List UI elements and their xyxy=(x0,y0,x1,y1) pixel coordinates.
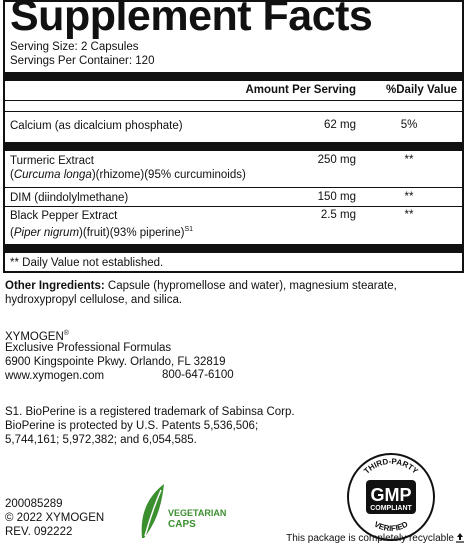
gmp-big-text: GMP xyxy=(370,485,412,505)
nutrient-detail: )(fruit)(93% piperine) xyxy=(79,226,185,239)
nutrient-detail: )(rhizome)(95% curcuminoids) xyxy=(91,169,246,181)
botanical-name: Curcuma longa xyxy=(13,169,92,181)
nutrient-amount: 250 mg xyxy=(317,154,356,166)
nutrient-name-block: Black Pepper Extract (Piper nigrum)(fruit)(93% piperine)$^{S1}$ xyxy=(10,210,194,239)
footnote-marker: S1 xyxy=(184,226,194,233)
other-ingredients-text: Capsule (hypromellose and water), magnesium stearate, hydroxypropyl cellulose, and silica. xyxy=(5,280,397,306)
other-ingredients xyxy=(5,279,445,307)
nutrient-name-block: Turmeric Extract (Curcuma longa)(rhizome)(95% curcuminoids) xyxy=(10,155,246,181)
nutrient-dv: ** xyxy=(404,209,414,221)
leaf-icon xyxy=(138,480,168,542)
divider xyxy=(5,187,462,188)
footnote: BioPerine is protected by U.S. Patents 5,536,506; xyxy=(5,420,259,432)
nutrient-dv: 5% xyxy=(400,119,418,131)
nutrient-dv: ** xyxy=(404,154,414,166)
supplement-facts-panel xyxy=(3,0,464,273)
amount-header: Amount Per Serving xyxy=(245,84,356,96)
divider xyxy=(5,111,462,112)
nutrient-amount: 62 mg xyxy=(324,119,356,131)
nutrient-name: Turmeric Extract xyxy=(10,155,94,167)
thick-divider xyxy=(5,142,462,151)
recycle-note: This package is completely recyclable xyxy=(286,533,454,544)
dv-header: %Daily Value xyxy=(386,84,457,96)
nutrient-amount: 150 mg xyxy=(317,191,356,203)
nutrient-dv: ** xyxy=(404,191,414,203)
company-website: www.xymogen.com xyxy=(5,370,105,382)
nutrient-name: DIM (diindolylmethane) xyxy=(10,192,129,204)
company-address: 6900 Kingspointe Pkwy. Orlando, FL 32819 xyxy=(5,356,226,368)
botanical-name: Piper nigrum xyxy=(13,226,80,239)
thick-divider xyxy=(5,244,462,253)
gmp-seal-icon xyxy=(346,452,436,542)
company-phone: 800-647-6100 xyxy=(162,369,234,381)
footnote: S1. BioPerine is a registered trademark of Sabinsa Corp. xyxy=(5,406,295,418)
vegetarian-caps-logo xyxy=(138,480,238,542)
divider xyxy=(5,206,462,207)
vegetarian-text: VEGETARIAN xyxy=(168,508,227,518)
dv-note: ** Daily Value not established. xyxy=(10,257,164,269)
servings-per-container: Servings Per Container: 120 xyxy=(10,55,155,67)
copyright: © 2022 XYMOGEN xyxy=(5,512,105,524)
revision: REV. 092222 xyxy=(5,526,73,538)
product-code: 200085289 xyxy=(5,498,63,510)
gmp-top-text: THIRD-PARTY xyxy=(362,456,420,476)
recycle-icon xyxy=(455,532,465,544)
gmp-mid-text: COMPLIANT xyxy=(370,505,412,512)
thick-divider xyxy=(5,72,462,81)
nutrient-name: Black Pepper Extract xyxy=(10,210,118,222)
registered-mark: ® xyxy=(63,330,69,337)
serving-size: Serving Size: 2 Capsules xyxy=(10,41,139,53)
gmp-bottom-text: VERIFIED xyxy=(372,519,410,534)
company-name-text: XYMOGEN xyxy=(5,330,64,343)
nutrient-amount: 2.5 mg xyxy=(320,209,356,221)
company-tagline: Exclusive Professional Formulas xyxy=(5,342,172,354)
other-ingredients-label: Other Ingredients: xyxy=(5,280,105,292)
divider xyxy=(5,100,462,101)
panel-title: Supplement Facts xyxy=(10,0,373,40)
caps-text: CAPS xyxy=(168,519,196,530)
footnote: 5,744,161; 5,972,382; and 6,054,585. xyxy=(5,434,197,446)
nutrient-name: Calcium (as dicalcium phosphate) xyxy=(10,120,183,132)
